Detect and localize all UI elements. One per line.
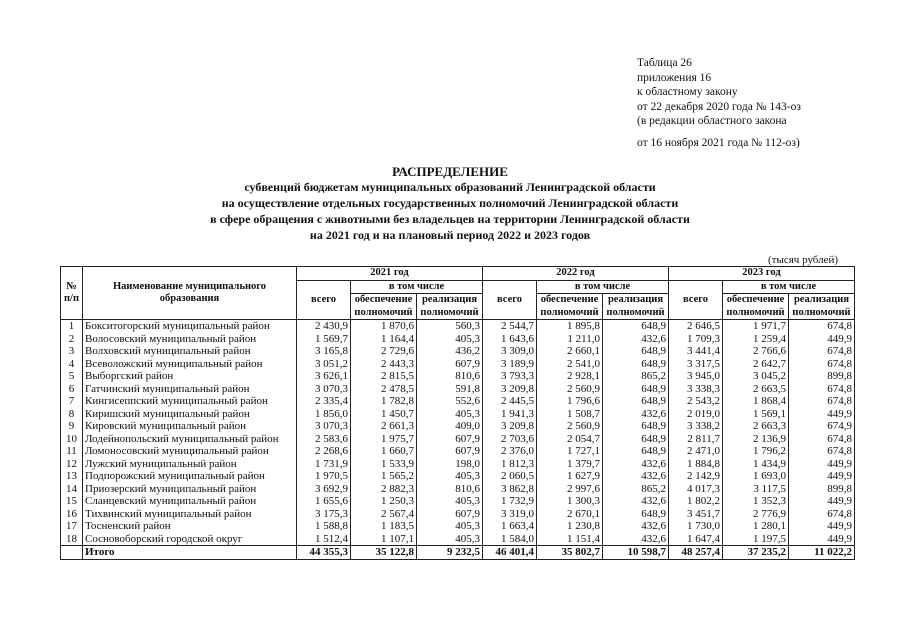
row-value-cell: 2 815,5 [351,370,417,383]
row-value-cell: 2 703,6 [483,433,537,446]
row-value-cell: 1 107,1 [351,533,417,546]
col-number-header: № п/п [61,267,83,320]
row-value-cell: 449,9 [789,333,855,346]
row-name-cell: Кировский муниципальный район [83,420,297,433]
document-subtitle-line: на 2021 год и на плановый период 2022 и 2023 годов [309,228,591,242]
row-number-cell: 12 [61,458,83,471]
row-value-cell: 2 811,7 [669,433,723,446]
row-value-cell: 1 508,7 [537,408,603,421]
row-value-cell: 2 019,0 [669,408,723,421]
total-label-cell: Итого [83,546,297,560]
total-value-cell: 44 355,3 [297,546,351,560]
row-value-cell: 1 533,9 [351,458,417,471]
row-value-cell: 2 567,4 [351,508,417,521]
approval-header [637,56,801,151]
row-value-cell: 1 512,4 [297,533,351,546]
row-value-cell: 2 541,0 [537,358,603,371]
row-value-cell: 2 471,0 [669,445,723,458]
total-value-cell: 46 401,4 [483,546,537,560]
row-value-cell: 2 997,6 [537,483,603,496]
row-value-cell: 3 070,3 [297,383,351,396]
table-row [61,333,855,346]
row-name-cell: Подпорожский муниципальный район [83,470,297,483]
row-value-cell: 1 450,7 [351,408,417,421]
row-value-cell: 1 802,2 [669,495,723,508]
header-line: Таблица 26 [637,57,692,69]
row-value-cell: 3 692,9 [297,483,351,496]
row-value-cell: 1 584,0 [483,533,537,546]
row-value-cell: 2 136,9 [723,433,789,446]
row-value-cell: 1 796,6 [537,395,603,408]
table-row [61,420,855,433]
row-value-cell: 648,9 [603,420,669,433]
row-value-cell: 1 627,9 [537,470,603,483]
row-name-cell: Всеволожский муниципальный район [83,358,297,371]
row-value-cell: 674,8 [789,508,855,521]
row-value-cell: 409,0 [417,420,483,433]
row-value-cell: 2 663,3 [723,420,789,433]
document-subtitle-line: на осуществление отдельных государственных полномочий Ленинградской области [221,196,679,210]
row-value-cell: 1 796,2 [723,445,789,458]
row-value-cell: 865,2 [603,370,669,383]
row-value-cell: 432,6 [603,520,669,533]
row-value-cell: 449,9 [789,495,855,508]
row-value-cell: 1 565,2 [351,470,417,483]
row-value-cell: 674,8 [789,395,855,408]
total-value-cell: 35 802,7 [537,546,603,560]
document-subtitle-line: субвенций бюджетам муниципальных образований Ленинградской области [244,180,656,194]
row-name-cell: Лодейнопольский муниципальный район [83,433,297,446]
row-value-cell: 432,6 [603,533,669,546]
row-value-cell: 591,8 [417,383,483,396]
col-sub1-header: обеспечение полномочий [351,294,417,320]
row-number-cell: 16 [61,508,83,521]
table-row [61,358,855,371]
table-row [61,370,855,383]
row-value-cell: 1 211,0 [537,333,603,346]
col-sub2-header: реализация полномочий [417,294,483,320]
row-value-cell: 432,6 [603,408,669,421]
row-value-cell: 1 183,5 [351,520,417,533]
row-value-cell: 449,9 [789,458,855,471]
total-value-cell: 11 022,2 [789,546,855,560]
row-value-cell: 1 300,3 [537,495,603,508]
col-name-header: Наименование муниципального образования [83,267,297,320]
row-value-cell: 2 560,9 [537,383,603,396]
row-value-cell: 3 045,2 [723,370,789,383]
row-value-cell: 432,6 [603,495,669,508]
row-name-cell: Волосовский муниципальный район [83,333,297,346]
row-value-cell: 810,6 [417,483,483,496]
row-value-cell: 2 544,7 [483,320,537,333]
row-name-cell: Киришский муниципальный район [83,408,297,421]
row-number-cell: 7 [61,395,83,408]
row-name-cell: Приозерский муниципальный район [83,483,297,496]
row-value-cell: 899,8 [789,483,855,496]
row-value-cell: 899,8 [789,370,855,383]
row-value-cell: 3 626,1 [297,370,351,383]
row-value-cell: 1 782,8 [351,395,417,408]
row-value-cell: 648,9 [603,395,669,408]
row-value-cell: 449,9 [789,533,855,546]
row-value-cell: 1 732,9 [483,495,537,508]
col-total-header: всего [297,280,351,320]
row-value-cell: 1 870,6 [351,320,417,333]
row-name-cell: Сосновоборский городской округ [83,533,297,546]
row-value-cell: 436,2 [417,345,483,358]
table-row [61,508,855,521]
row-number-cell: 5 [61,370,83,383]
row-value-cell: 2 663,5 [723,383,789,396]
table-row [61,383,855,396]
row-value-cell: 3 793,3 [483,370,537,383]
col-total-header: всего [483,280,537,320]
row-value-cell: 1 569,1 [723,408,789,421]
row-value-cell: 1 647,4 [669,533,723,546]
col-sub2-header: реализация полномочий [603,294,669,320]
header-line: приложения 16 [637,71,712,84]
row-number-cell: 2 [61,333,83,346]
row-value-cell: 2 670,1 [537,508,603,521]
row-value-cell: 1 280,1 [723,520,789,533]
row-value-cell: 648,9 [603,383,669,396]
col-incl-header: в том числе [537,280,669,294]
row-value-cell: 1 569,7 [297,333,351,346]
row-name-cell: Выборгский район [83,370,297,383]
row-value-cell: 1 655,6 [297,495,351,508]
row-value-cell: 674,8 [789,345,855,358]
row-value-cell: 3 338,2 [669,420,723,433]
row-value-cell: 3 165,8 [297,345,351,358]
row-value-cell: 1 663,4 [483,520,537,533]
row-value-cell: 1 731,9 [297,458,351,471]
table-row [61,345,855,358]
row-value-cell: 560,3 [417,320,483,333]
table-row [61,320,855,333]
document-heading: РАСПРЕДЕЛЕНИЕ [392,164,508,179]
table-row [61,408,855,421]
document-subtitle-line: в сфере обращения с животными без владельцев на территории Ленинградской области [210,212,690,226]
table-row [61,458,855,471]
row-value-cell: 198,0 [417,458,483,471]
col-sub1-header: обеспечение полномочий [723,294,789,320]
year-header-2021: 2021 год [297,267,483,281]
row-value-cell: 2 766,6 [723,345,789,358]
row-value-cell: 674,8 [789,433,855,446]
row-value-cell: 2 583,6 [297,433,351,446]
row-value-cell: 3 209,8 [483,420,537,433]
header-line: от 22 декабря 2020 года № 143-оз [637,100,801,113]
row-name-cell: Лужский муниципальный район [83,458,297,471]
row-value-cell: 449,9 [789,470,855,483]
row-value-cell: 1 588,8 [297,520,351,533]
row-value-cell: 3 189,9 [483,358,537,371]
col-sub2-header: реализация полномочий [789,294,855,320]
row-number-cell: 3 [61,345,83,358]
row-value-cell: 2 560,9 [537,420,603,433]
row-value-cell: 865,2 [603,483,669,496]
table-row [61,533,855,546]
row-value-cell: 405,3 [417,495,483,508]
row-number-cell: 11 [61,445,83,458]
row-value-cell: 648,9 [603,345,669,358]
row-value-cell: 810,6 [417,370,483,383]
distribution-table [60,266,855,560]
row-value-cell: 3 945,0 [669,370,723,383]
year-header-2023: 2023 год [669,267,855,281]
row-value-cell: 405,3 [417,533,483,546]
row-value-cell: 1 250,3 [351,495,417,508]
row-value-cell: 1 856,0 [297,408,351,421]
row-value-cell: 2 268,6 [297,445,351,458]
row-value-cell: 405,3 [417,470,483,483]
row-number-cell: 9 [61,420,83,433]
row-value-cell: 607,9 [417,433,483,446]
row-name-cell: Гатчинский муниципальный район [83,383,297,396]
row-name-cell: Бокситогорский муниципальный район [83,320,297,333]
row-value-cell: 405,3 [417,333,483,346]
row-value-cell: 648,9 [603,508,669,521]
row-value-cell: 648,9 [603,445,669,458]
row-name-cell: Тихвинский муниципальный район [83,508,297,521]
row-number-cell: 1 [61,320,83,333]
row-value-cell: 3 309,0 [483,345,537,358]
year-header-2022: 2022 год [483,267,669,281]
header-line: (в редакции областного закона [637,115,787,128]
row-value-cell: 3 070,3 [297,420,351,433]
row-value-cell: 2 660,1 [537,345,603,358]
row-value-cell: 674,8 [789,445,855,458]
table-row [61,445,855,458]
row-value-cell: 3 175,3 [297,508,351,521]
total-row [61,546,855,560]
row-number-cell: 18 [61,533,83,546]
row-value-cell: 674,8 [789,320,855,333]
table-row [61,495,855,508]
row-value-cell: 1 895,8 [537,320,603,333]
col-total-header: всего [669,280,723,320]
row-value-cell: 3 051,2 [297,358,351,371]
row-value-cell: 449,9 [789,520,855,533]
row-number-cell: 8 [61,408,83,421]
row-value-cell: 3 338,3 [669,383,723,396]
row-value-cell: 2 443,3 [351,358,417,371]
row-value-cell: 1 727,1 [537,445,603,458]
row-number-cell: 14 [61,483,83,496]
row-number-cell: 6 [61,383,83,396]
row-value-cell: 2 060,5 [483,470,537,483]
row-value-cell: 674,9 [789,420,855,433]
row-value-cell: 1 709,3 [669,333,723,346]
row-value-cell: 432,6 [603,333,669,346]
row-value-cell: 2 478,5 [351,383,417,396]
total-value-cell: 9 232,5 [417,546,483,560]
row-value-cell: 1 693,0 [723,470,789,483]
total-number-cell [61,546,83,560]
units-label: (тысяч рублей) [768,254,839,266]
row-value-cell: 1 812,3 [483,458,537,471]
row-value-cell: 1 643,6 [483,333,537,346]
row-value-cell: 1 164,4 [351,333,417,346]
row-value-cell: 405,3 [417,408,483,421]
row-value-cell: 3 441,4 [669,345,723,358]
row-value-cell: 3 317,5 [669,358,723,371]
col-sub1-header: обеспечение полномочий [537,294,603,320]
row-value-cell: 2 142,9 [669,470,723,483]
row-name-cell: Волховский муниципальный район [83,345,297,358]
row-value-cell: 2 646,5 [669,320,723,333]
row-value-cell: 648,9 [603,433,669,446]
col-incl-header: в том числе [723,280,855,294]
row-number-cell: 13 [61,470,83,483]
table-row [61,433,855,446]
table-row [61,470,855,483]
col-incl-header: в том числе [351,280,483,294]
row-value-cell: 1 660,7 [351,445,417,458]
row-value-cell: 2 642,7 [723,358,789,371]
table-row [61,520,855,533]
row-value-cell: 607,9 [417,445,483,458]
row-value-cell: 3 451,7 [669,508,723,521]
row-value-cell: 2 882,3 [351,483,417,496]
row-value-cell: 2 928,1 [537,370,603,383]
row-value-cell: 1 884,8 [669,458,723,471]
row-value-cell: 1 434,9 [723,458,789,471]
row-value-cell: 405,3 [417,520,483,533]
row-value-cell: 2 543,2 [669,395,723,408]
row-value-cell: 4 017,3 [669,483,723,496]
row-value-cell: 1 259,4 [723,333,789,346]
table-row [61,483,855,496]
row-value-cell: 1 352,3 [723,495,789,508]
row-value-cell: 2 376,0 [483,445,537,458]
row-value-cell: 1 230,8 [537,520,603,533]
header-line: к областному закону [637,86,738,99]
row-value-cell: 1 197,5 [723,533,789,546]
row-name-cell: Кингисеппский муниципальный район [83,395,297,408]
row-value-cell: 2 430,9 [297,320,351,333]
row-value-cell: 432,6 [603,458,669,471]
row-value-cell: 3 209,8 [483,383,537,396]
row-number-cell: 17 [61,520,83,533]
row-name-cell: Тосненский район [83,520,297,533]
row-value-cell: 432,6 [603,470,669,483]
row-value-cell: 1 941,3 [483,408,537,421]
row-value-cell: 1 730,0 [669,520,723,533]
row-value-cell: 1 151,4 [537,533,603,546]
row-value-cell: 1 975,7 [351,433,417,446]
row-value-cell: 2 445,5 [483,395,537,408]
row-value-cell: 648,9 [603,320,669,333]
row-value-cell: 648,9 [603,358,669,371]
row-value-cell: 2 054,7 [537,433,603,446]
row-value-cell: 449,9 [789,408,855,421]
row-value-cell: 607,9 [417,358,483,371]
row-value-cell: 3 862,8 [483,483,537,496]
row-value-cell: 607,9 [417,508,483,521]
total-value-cell: 37 235,2 [723,546,789,560]
row-value-cell: 2 661,3 [351,420,417,433]
total-value-cell: 35 122,8 [351,546,417,560]
table-row [61,395,855,408]
row-value-cell: 1 971,7 [723,320,789,333]
row-value-cell: 2 776,9 [723,508,789,521]
table-body [61,320,855,560]
row-value-cell: 2 729,6 [351,345,417,358]
header-line: от 16 ноября 2021 года № 112-оз) [637,136,800,149]
total-value-cell: 48 257,4 [669,546,723,560]
row-number-cell: 4 [61,358,83,371]
row-name-cell: Сланцевский муниципальный район [83,495,297,508]
row-name-cell: Ломоносовский муниципальный район [83,445,297,458]
row-value-cell: 1 868,4 [723,395,789,408]
row-value-cell: 674,8 [789,383,855,396]
row-number-cell: 15 [61,495,83,508]
row-value-cell: 3 117,5 [723,483,789,496]
row-number-cell: 10 [61,433,83,446]
row-value-cell: 1 970,5 [297,470,351,483]
row-value-cell: 2 335,4 [297,395,351,408]
total-value-cell: 10 598,7 [603,546,669,560]
row-value-cell: 674,8 [789,358,855,371]
row-value-cell: 552,6 [417,395,483,408]
row-value-cell: 3 319,0 [483,508,537,521]
row-value-cell: 1 379,7 [537,458,603,471]
